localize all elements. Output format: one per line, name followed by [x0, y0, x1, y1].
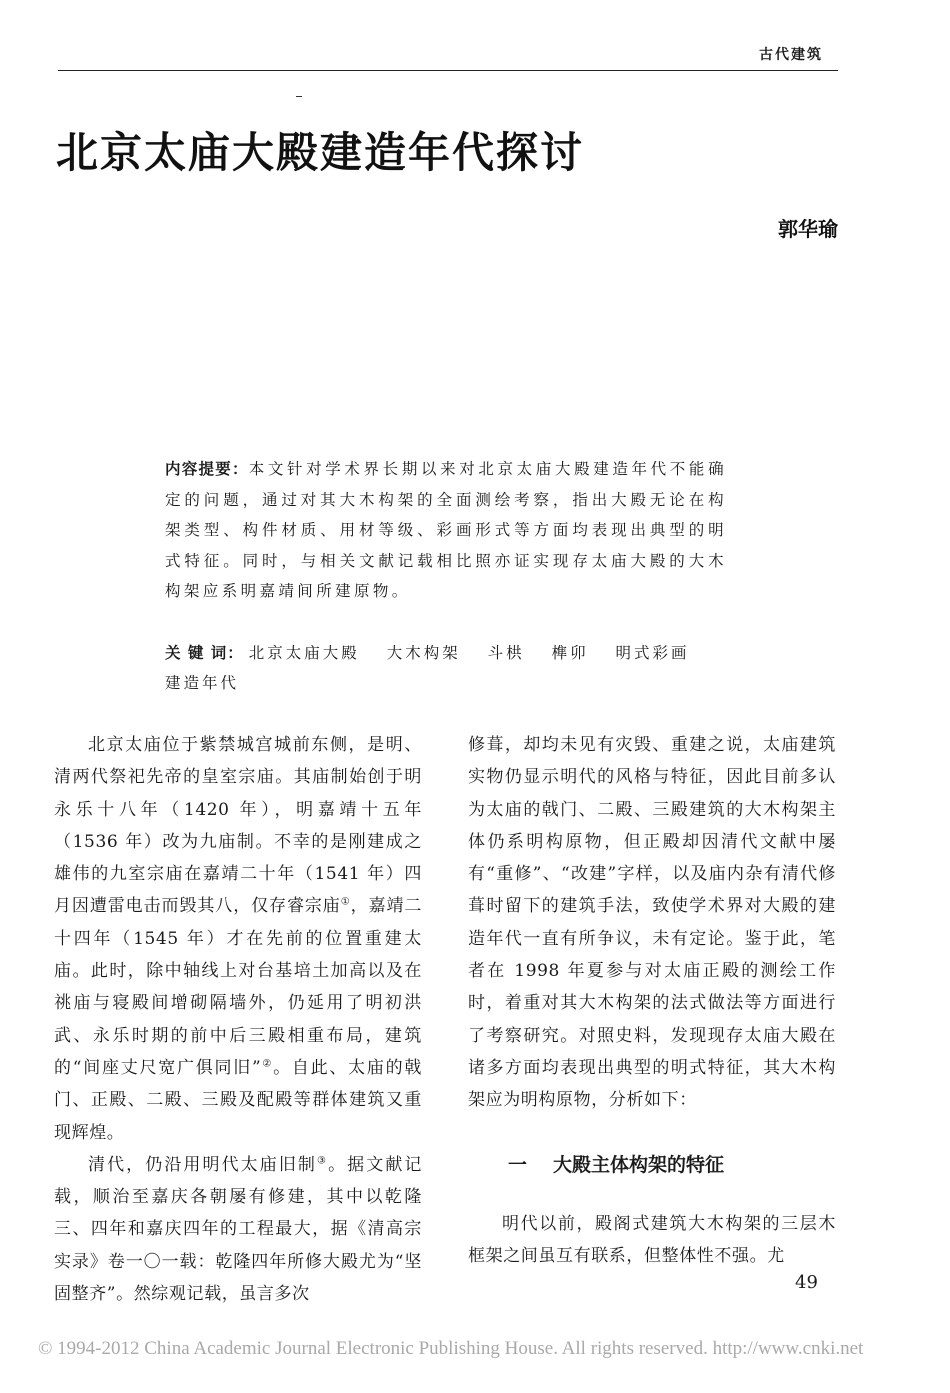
section-number: 一: [508, 1154, 528, 1176]
abstract: [165, 454, 727, 607]
keyword: 大木构架: [386, 644, 461, 662]
body-paragraph: 北京太庙位于紫禁城宫城前东侧，是明、清两代祭祀先帝的皇室宗庙。其庙制始创于明永乐十八年（1420 年），明嘉靖十五年（1536 年）改为九庙制。不幸的是刚建成之雄伟的九室宗庙在嘉靖二十年（1541 年）四月因遭雷电击而毁其八，仅存睿宗庙①，嘉靖二十四年（1545 年）才在先前的位置重建太庙。此时，除中轴线上对台基培土加高以及在祧庙与寝殿间增砌隔墙外，仍延用了明初洪武、永乐时期的前中后三殿相重布局，建筑的“间座丈尺宽广俱同旧”②。自此、太庙的戟门、正殿、二殿、三殿及配殿等群体建筑又重现辉煌。: [54, 735, 422, 1143]
keywords-label: 关 键 词：: [165, 644, 244, 662]
column-label: 古代建筑: [759, 47, 823, 63]
body-column-right-lower: [468, 1208, 836, 1273]
keywords: [165, 638, 727, 698]
body-column-right: [468, 729, 836, 1117]
keyword: 斗栱: [487, 644, 525, 662]
copyright-footer: © 1994-2012 China Academic Journal Electronic Publishing House. All rights reserved. http://www.cnki.net: [38, 1338, 864, 1359]
section-heading: [508, 1150, 724, 1177]
keyword: 北京太庙大殿: [248, 644, 360, 662]
body-paragraph-continued: 修葺，却均未见有灾毁、重建之说，太庙建筑实物仍显示明代的风格与特征，因此目前多认为太庙的戟门、二殿、三殿建筑的大木构架主体仍系明构原物，但正殿却因清代文献中屡有“重修”、“改建”字样，以及庙内杂有清代修葺时留下的建筑手法，致使学术界对大殿的建造年代一直有所争议，未有定论。鉴于此，笔者在 1998 年夏参与对太庙正殿的测绘工作时，着重对其大木构架的法式做法等方面进行了考察研究。对照史料，发现现存太庙大殿在诸多方面均表现出典型的明式特征，其大木构架应为明构原物，分析如下：: [468, 735, 836, 1111]
footnote-marker: ③: [317, 1155, 329, 1167]
body-paragraph: 明代以前，殿阁式建筑大木构架的三层木框架之间虽互有联系，但整体性不强。尤: [468, 1214, 836, 1267]
keyword: 建造年代: [165, 674, 240, 692]
body-column-left: [54, 729, 422, 1310]
keyword: 明式彩画: [615, 644, 690, 662]
page-number: 49: [795, 1272, 818, 1293]
header-rule: [58, 70, 838, 71]
section-title: 大殿主体构架的特征: [553, 1154, 725, 1176]
author-name: 郭华瑜: [778, 217, 838, 241]
footnote-marker: ①: [340, 896, 351, 908]
footnote-marker: ②: [261, 1058, 274, 1070]
abstract-label: 内容提要：: [165, 460, 249, 478]
abstract-text: 本文针对学术界长期以来对北京太庙大殿建造年代不能确定的问题，通过对其大木构架的全面测绘考察，指出大殿无论在构架类型、构件材质、用材等级、彩画形式等方面均表现出典型的明式特征。同时，与相关文献记载相比照亦证实现存太庙大殿的大木构架应系明嘉靖间所建原物。: [165, 460, 727, 600]
keyword: 榫卯: [551, 644, 589, 662]
article-title: 北京太庙大殿建造年代探讨: [56, 128, 585, 177]
scan-speck: [296, 96, 302, 97]
body-paragraph: 清代，仍沿用明代太庙旧制③。据文献记载，顺治至嘉庆各朝屡有修建，其中以乾隆三、四年和嘉庆四年的工程最大，据《清高宗实录》卷一〇一载：乾隆四年所修大殿尤为“坚固整齐”。然综观记载，虽言多次: [54, 1154, 423, 1305]
